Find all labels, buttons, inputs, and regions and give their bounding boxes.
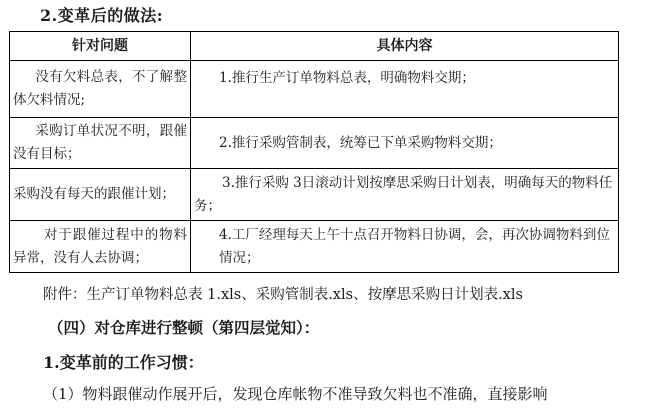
- improvement-table: [9, 31, 619, 273]
- section-heading-before: 1.变革前的工作习惯：: [43, 353, 204, 372]
- content-cell: [191, 61, 619, 118]
- problem-cell: [10, 118, 191, 169]
- content-cell: [191, 118, 619, 169]
- problem-cell: [10, 221, 191, 273]
- table-row: [10, 61, 619, 118]
- problem-cell: [10, 61, 191, 118]
- problem-text: 对于跟催过程中的物料异常，没有人去协调；: [13, 226, 187, 266]
- section-heading-after: 2.变革后的做法:: [40, 6, 164, 25]
- problem-text: 采购订单状况不明，跟催没有目标；: [13, 123, 187, 162]
- content-text: 1.推行生产订单物料总表，明确物料交期；: [219, 70, 475, 86]
- content-text: 3.推行采购 3日滚动计划按摩思采购日计划表，明确每天的物料任务；: [194, 174, 613, 214]
- table-row: [10, 169, 619, 221]
- content-text: 2.推行采购管制表，统筹已下单采购物料交期；: [219, 134, 502, 151]
- column-header-content: 具体内容: [191, 32, 619, 61]
- problem-cell: [10, 169, 191, 221]
- problem-text: 没有欠料总表，不了解整体欠料情况;: [13, 69, 187, 108]
- table-header-row: [10, 32, 619, 61]
- content-cell: [191, 169, 619, 221]
- section-4-title: （四）对仓库进行整顿（第四层觉知）：: [48, 318, 320, 337]
- problem-text: 采购没有每天的跟催计划；: [13, 186, 175, 202]
- content-text: 4.工厂经理每天上午十点召开物料日协调，会，再次协调物料到位情况；: [219, 226, 610, 266]
- attachments-line: 附件：生产订单物料总表 1.xls、采购管制表.xls、按摩思采购日计划表.xls: [43, 287, 523, 303]
- table-row: [10, 221, 619, 273]
- column-header-problem: 针对问题: [10, 32, 191, 61]
- content-cell: [191, 221, 619, 273]
- paragraph: （1）物料跟催动作展开后，发现仓库帐物不准导致欠料也不准确，直接影响: [43, 385, 548, 403]
- table-row: [10, 118, 619, 169]
